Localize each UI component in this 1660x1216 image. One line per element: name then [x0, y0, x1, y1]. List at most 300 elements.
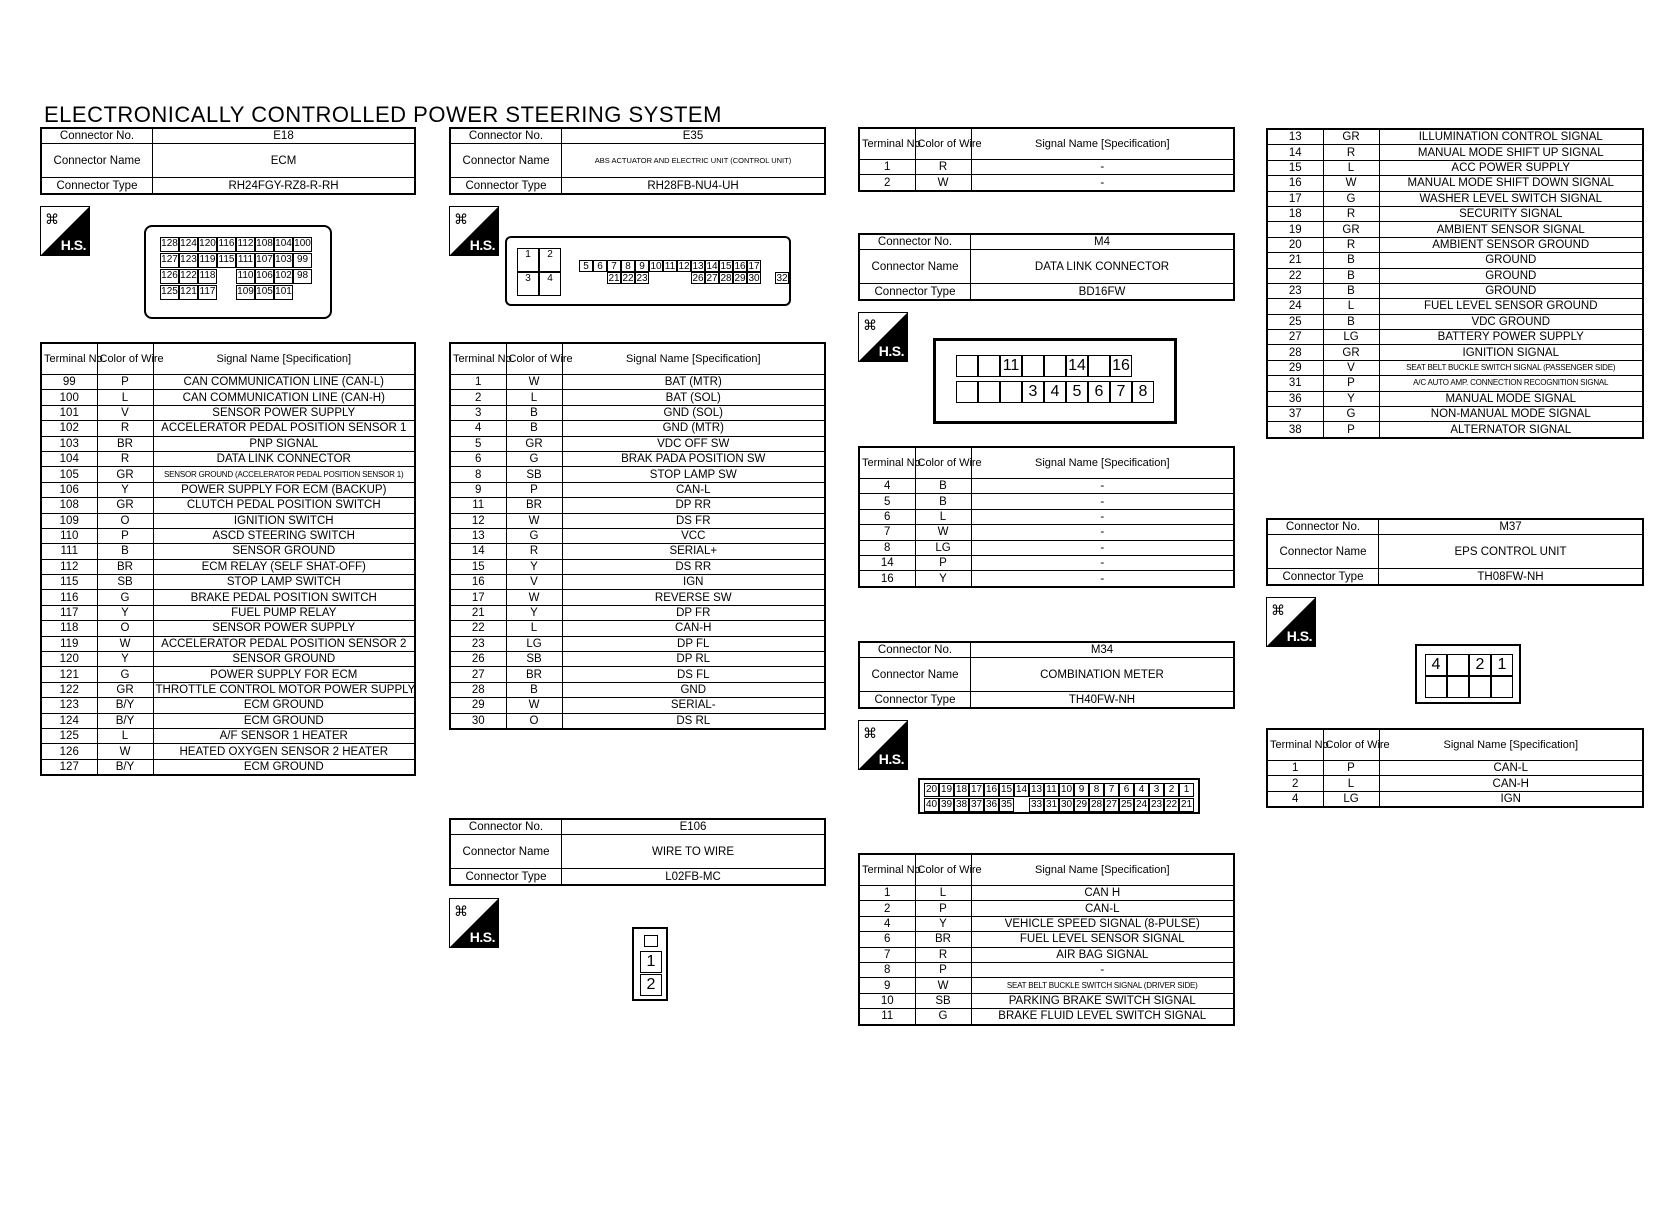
table-row: [41, 590, 415, 605]
table-row: [450, 667, 825, 682]
table-row: [41, 405, 415, 420]
wire-color: SB: [915, 993, 971, 1008]
terminal-no: 13: [450, 528, 506, 543]
pin: 3: [1149, 783, 1164, 797]
pin: 119: [198, 253, 217, 268]
table-row: [1267, 268, 1643, 283]
table-row: [41, 528, 415, 543]
pin: [1022, 355, 1044, 377]
wire-color: BR: [915, 932, 971, 947]
table-row: [41, 698, 415, 713]
signal-name: -: [971, 175, 1234, 191]
wire-color: GR: [506, 436, 562, 451]
wire-color: W: [1323, 176, 1379, 191]
table-row: [41, 544, 415, 559]
terminal-no: 1: [1267, 761, 1323, 776]
table-row: [859, 160, 1234, 175]
signal-name: DS FL: [562, 667, 825, 682]
pin: 38: [955, 799, 968, 810]
pin-empty: [1425, 676, 1447, 698]
signal-name: IGN: [1379, 791, 1643, 807]
terminal-no: 11: [859, 1009, 915, 1025]
connector-type: RH24FGY-RZ8-R-RH: [153, 178, 416, 194]
pin: [1088, 355, 1110, 377]
terminal-no: 110: [41, 528, 97, 543]
terminal-no: 6: [859, 932, 915, 947]
terminal-no: 15: [450, 559, 506, 574]
wire-color: L: [1323, 160, 1379, 175]
signal-name: -: [971, 479, 1234, 494]
signal-name: SERIAL+: [562, 544, 825, 559]
signal-name: POWER SUPPLY FOR ECM: [153, 667, 415, 682]
wire-color: P: [915, 555, 971, 570]
signal-name: DS FR: [562, 513, 825, 528]
pin: 29: [734, 273, 746, 284]
terminal-no: 29: [450, 698, 506, 713]
table-row: [450, 682, 825, 697]
terminal-no: 106: [41, 482, 97, 497]
header-color: Color of Wire: [1323, 729, 1379, 761]
harness-side-icon: ⌘ H.S.: [40, 206, 90, 256]
terminal-no: 24: [1267, 299, 1323, 314]
signal-name: -: [971, 160, 1234, 175]
wire-color: L: [97, 390, 153, 405]
signal-name: AMBIENT SENSOR GROUND: [1379, 237, 1643, 252]
terminal-no: 29: [1267, 360, 1323, 375]
terminal-no: 22: [450, 621, 506, 636]
header-color: Color of Wire: [915, 854, 971, 886]
signal-name: DS RL: [562, 713, 825, 729]
signal-name: GND: [562, 682, 825, 697]
terminal-no: 104: [41, 451, 97, 466]
pin: 33: [1030, 799, 1043, 810]
table-row: [1267, 761, 1643, 776]
wire-color: V: [97, 405, 153, 420]
pin: 16: [734, 261, 746, 272]
table-row: [450, 544, 825, 559]
wire-color: L: [915, 509, 971, 524]
table-row: [41, 575, 415, 590]
pin: 9: [1074, 783, 1089, 797]
wire-table-e18: [40, 342, 416, 776]
signal-name: PARKING BRAKE SWITCH SIGNAL: [971, 993, 1234, 1008]
signal-name: VEHICLE SPEED SIGNAL (8-PULSE): [971, 916, 1234, 931]
wire-color: LG: [1323, 791, 1379, 807]
pin: 16: [985, 784, 998, 795]
pin: 99: [293, 253, 312, 268]
table-row: [41, 467, 415, 482]
terminal-no: 127: [41, 759, 97, 775]
pin: 4: [1134, 783, 1149, 797]
pin: 6: [1119, 783, 1134, 797]
connector-diagram-m37: [1415, 644, 1521, 704]
pin: 125: [160, 285, 179, 300]
pin: 12: [678, 261, 690, 272]
table-row: [41, 605, 415, 620]
terminal-no: 118: [41, 621, 97, 636]
pin: 30: [1060, 799, 1073, 810]
label-connector-type: Connector Type: [450, 869, 562, 885]
table-row: [859, 494, 1234, 509]
table-row: [859, 993, 1234, 1008]
wire-color: L: [1323, 299, 1379, 314]
pin: [978, 355, 1000, 377]
table-row: [1267, 206, 1643, 221]
terminal-no: 25: [1267, 314, 1323, 329]
connector-name: COMBINATION METER: [971, 658, 1235, 692]
terminal-no: 125: [41, 728, 97, 743]
signal-name: CAN-L: [971, 901, 1234, 916]
table-row: [859, 1009, 1234, 1025]
wire-color: R: [97, 421, 153, 436]
pin: 22: [622, 273, 634, 284]
pin: 121: [179, 285, 198, 300]
signal-name: SERIAL-: [562, 698, 825, 713]
terminal-no: 22: [1267, 268, 1323, 283]
table-row: [859, 555, 1234, 570]
pin: 27: [1105, 799, 1118, 810]
pin: 24: [1135, 799, 1148, 810]
wire-color: W: [506, 590, 562, 605]
table-row: [41, 667, 415, 682]
pin: 22: [1165, 799, 1178, 810]
signal-name: A/C AUTO AMP. CONNECTION RECOGNITION SIGNAL: [1379, 376, 1643, 391]
pin: 118: [198, 269, 217, 284]
wire-color: R: [1323, 145, 1379, 160]
table-row: [1267, 360, 1643, 375]
signal-name: ECM GROUND: [153, 759, 415, 775]
pin: 10: [650, 261, 662, 272]
label-connector-no: Connector No.: [859, 234, 971, 250]
terminal-no: 15: [1267, 160, 1323, 175]
header-signal: Signal Name [Specification]: [971, 128, 1234, 160]
terminal-no: 9: [859, 978, 915, 993]
signal-name: MANUAL MODE SIGNAL: [1379, 391, 1643, 406]
pin: 20: [925, 784, 938, 795]
pin: 36: [985, 799, 998, 810]
table-row: [859, 962, 1234, 977]
table-row: [41, 559, 415, 574]
label-connector-no: Connector No.: [41, 128, 153, 144]
header-terminal: Terminal No.: [41, 343, 97, 375]
table-row: [859, 571, 1234, 587]
signal-name: SENSOR POWER SUPPLY: [153, 621, 415, 636]
header-color: Color of Wire: [915, 128, 971, 160]
pin: 8: [1089, 783, 1104, 797]
signal-name: CAN COMMUNICATION LINE (CAN-H): [153, 390, 415, 405]
signal-name: NON-MANUAL MODE SIGNAL: [1379, 407, 1643, 422]
connector-info-m34: [858, 641, 1235, 709]
signal-name: ACCELERATOR PEDAL POSITION SENSOR 2: [153, 636, 415, 651]
terminal-no: 2: [1267, 776, 1323, 791]
terminal-no: 17: [1267, 191, 1323, 206]
connector-no: E35: [562, 128, 826, 144]
pin: 102: [274, 269, 293, 284]
label-connector-name: Connector Name: [859, 658, 971, 692]
pin: 32: [776, 273, 788, 284]
terminal-no: 19: [1267, 222, 1323, 237]
connector-diagram-e35: [505, 236, 791, 306]
wire-color: G: [506, 451, 562, 466]
pin: 4: [539, 272, 561, 296]
wire-color: W: [506, 513, 562, 528]
terminal-no: 5: [450, 436, 506, 451]
wire-color: R: [915, 160, 971, 175]
table-row: [450, 590, 825, 605]
terminal-no: 101: [41, 405, 97, 420]
wire-color: SB: [506, 652, 562, 667]
wire-color: B/Y: [97, 759, 153, 775]
table-row: [450, 636, 825, 651]
header-color: Color of Wire: [506, 343, 562, 375]
signal-name: CAN COMMUNICATION LINE (CAN-L): [153, 375, 415, 390]
signal-name: BAT (MTR): [562, 375, 825, 390]
wire-color: W: [97, 744, 153, 759]
pin: 107: [255, 253, 274, 268]
terminal-no: 8: [450, 467, 506, 482]
terminal-no: 105: [41, 467, 97, 482]
wire-color: LG: [1323, 330, 1379, 345]
table-row: [859, 901, 1234, 916]
table-row: [41, 744, 415, 759]
table-row: [450, 405, 825, 420]
wire-color: BR: [97, 436, 153, 451]
pin: 31: [1045, 799, 1058, 810]
signal-name: HEATED OXYGEN SENSOR 2 HEATER: [153, 744, 415, 759]
pin: 10: [1060, 784, 1073, 795]
pin: 1: [1179, 783, 1194, 797]
signal-name: STOP LAMP SW: [562, 467, 825, 482]
header-terminal: Terminal No.: [450, 343, 506, 375]
signal-name: PNP SIGNAL: [153, 436, 415, 451]
pin: 18: [955, 784, 968, 795]
wire-color: Y: [915, 916, 971, 931]
pin: 15: [720, 261, 732, 272]
connector-type: BD16FW: [971, 284, 1235, 300]
pin: 2: [539, 248, 561, 272]
table-row: [41, 451, 415, 466]
pin: 1: [517, 248, 539, 272]
pin: 98: [293, 269, 312, 284]
pin: 5: [579, 260, 593, 272]
terminal-no: 116: [41, 590, 97, 605]
connector-name: ECM: [153, 144, 416, 178]
terminal-no: 121: [41, 667, 97, 682]
wire-color: B: [97, 544, 153, 559]
pin: 120: [198, 237, 217, 252]
pin: 2: [640, 974, 662, 996]
terminal-no: 100: [41, 390, 97, 405]
wire-color: L: [97, 728, 153, 743]
terminal-no: 120: [41, 652, 97, 667]
pin-empty: [1447, 654, 1469, 676]
label-connector-no: Connector No.: [450, 819, 562, 835]
wire-color: V: [1323, 360, 1379, 375]
pin: 27: [706, 273, 718, 284]
wire-table-e35: [449, 342, 826, 730]
wire-color: W: [506, 375, 562, 390]
connector-type: TH08FW-NH: [1379, 569, 1644, 585]
table-row: [41, 375, 415, 390]
wire-color: SB: [506, 467, 562, 482]
header-terminal: Terminal No.: [859, 447, 915, 479]
signal-name: MANUAL MODE SHIFT UP SIGNAL: [1379, 145, 1643, 160]
table-row: [859, 540, 1234, 555]
table-row: [1267, 299, 1643, 314]
table-row: [41, 390, 415, 405]
pin: 117: [198, 285, 217, 300]
table-row: [41, 421, 415, 436]
pin: 7: [1110, 381, 1132, 403]
signal-name: SECURITY SIGNAL: [1379, 206, 1643, 221]
terminal-no: 7: [859, 947, 915, 962]
connector-no: E106: [562, 819, 826, 835]
connector-info-m37: [1266, 518, 1644, 586]
wire-color: W: [915, 978, 971, 993]
signal-name: GROUND: [1379, 268, 1643, 283]
wire-color: B: [1323, 283, 1379, 298]
pin: 126: [160, 269, 179, 284]
terminal-no: 14: [450, 544, 506, 559]
table-row: [450, 652, 825, 667]
terminal-no: 30: [450, 713, 506, 729]
pin: 39: [940, 799, 953, 810]
signal-name: SEAT BELT BUCKLE SWITCH SIGNAL (PASSENGER SIDE): [1379, 360, 1643, 375]
signal-name: IGN: [562, 575, 825, 590]
pin: 3: [517, 272, 539, 296]
signal-name: ASCD STEERING SWITCH: [153, 528, 415, 543]
pin: 115: [217, 253, 236, 268]
pin: 7: [1104, 783, 1119, 797]
signal-name: ECM RELAY (SELF SHAT-OFF): [153, 559, 415, 574]
pin: 28: [1090, 799, 1103, 810]
pin: 11: [1000, 355, 1022, 377]
pin: 3: [1022, 381, 1044, 403]
pin: 5: [1066, 381, 1088, 403]
label-connector-name: Connector Name: [1267, 535, 1379, 569]
wire-color: V: [506, 575, 562, 590]
table-row: [450, 436, 825, 451]
table-row: [450, 451, 825, 466]
wire-color: BR: [506, 498, 562, 513]
wire-color: L: [915, 886, 971, 901]
harness-side-icon: ⌘ H.S.: [858, 312, 908, 362]
terminal-no: 8: [859, 962, 915, 977]
connector-type: L02FB-MC: [562, 869, 826, 885]
label-connector-no: Connector No.: [859, 642, 971, 658]
table-row: [41, 436, 415, 451]
signal-name: BRAK PADA POSITION SW: [562, 451, 825, 466]
terminal-no: 18: [1267, 206, 1323, 221]
wire-color: G: [1323, 191, 1379, 206]
signal-name: -: [971, 540, 1234, 555]
pin: 40: [925, 799, 938, 810]
wire-color: GR: [1323, 222, 1379, 237]
signal-name: AIR BAG SIGNAL: [971, 947, 1234, 962]
wire-color: W: [915, 175, 971, 191]
wire-color: G: [1323, 407, 1379, 422]
connector-info-e18: [40, 127, 416, 195]
pin: 108: [255, 237, 274, 252]
wire-color: GR: [1323, 345, 1379, 360]
signal-name: GROUND: [1379, 253, 1643, 268]
table-row: [1267, 237, 1643, 252]
terminal-no: 4: [859, 479, 915, 494]
wire-color: G: [97, 667, 153, 682]
table-row: [1267, 222, 1643, 237]
pin: 19: [940, 784, 953, 795]
pin: 14: [1066, 355, 1088, 377]
header-color: Color of Wire: [915, 447, 971, 479]
harness-connector-icon: ⌘: [863, 317, 877, 333]
wire-color: B: [506, 682, 562, 697]
wire-color: LG: [915, 540, 971, 555]
signal-name: -: [971, 509, 1234, 524]
header-signal: Signal Name [Specification]: [153, 343, 415, 375]
table-row: [1267, 776, 1643, 791]
wire-color: L: [1323, 776, 1379, 791]
pin: 30: [748, 273, 760, 284]
pin: 25: [1120, 799, 1133, 810]
signal-name: DATA LINK CONNECTOR: [153, 451, 415, 466]
signal-name: A/F SENSOR 1 HEATER: [153, 728, 415, 743]
table-row: [1267, 129, 1643, 145]
wire-color: B/Y: [97, 698, 153, 713]
wire-color: GR: [97, 467, 153, 482]
wire-color: B: [915, 494, 971, 509]
table-row: [450, 559, 825, 574]
wire-color: GR: [97, 682, 153, 697]
table-row: [1267, 145, 1643, 160]
pin: 21: [1180, 799, 1193, 810]
terminal-no: 126: [41, 744, 97, 759]
connector-no: M37: [1379, 519, 1644, 535]
label-connector-name: Connector Name: [450, 835, 562, 869]
label-connector-type: Connector Type: [859, 284, 971, 300]
harness-side-icon: ⌘ H.S.: [449, 206, 499, 256]
terminal-no: 119: [41, 636, 97, 651]
signal-name: DP RL: [562, 652, 825, 667]
signal-name: -: [971, 571, 1234, 587]
table-row: [450, 375, 825, 390]
pin: 112: [236, 237, 255, 252]
signal-name: DP FL: [562, 636, 825, 651]
signal-name: ACC POWER SUPPLY: [1379, 160, 1643, 175]
table-row: [41, 621, 415, 636]
table-row: [1267, 253, 1643, 268]
wire-table-m37: [1266, 728, 1644, 808]
terminal-no: 17: [450, 590, 506, 605]
table-row: [450, 713, 825, 729]
signal-name: FUEL LEVEL SENSOR SIGNAL: [971, 932, 1234, 947]
signal-name: DS RR: [562, 559, 825, 574]
pin-empty: [1469, 676, 1491, 698]
terminal-no: 26: [450, 652, 506, 667]
wire-color: O: [506, 713, 562, 729]
wire-color: L: [506, 621, 562, 636]
signal-name: -: [971, 962, 1234, 977]
wire-color: R: [1323, 206, 1379, 221]
wire-color: Y: [97, 482, 153, 497]
wire-color: O: [97, 621, 153, 636]
signal-name: FUEL LEVEL SENSOR GROUND: [1379, 299, 1643, 314]
table-row: [41, 713, 415, 728]
header-terminal: Terminal No.: [859, 854, 915, 886]
table-row: [1267, 160, 1643, 175]
signal-name: GROUND: [1379, 283, 1643, 298]
wire-color: B: [1323, 314, 1379, 329]
signal-name: ACCELERATOR PEDAL POSITION SENSOR 1: [153, 421, 415, 436]
